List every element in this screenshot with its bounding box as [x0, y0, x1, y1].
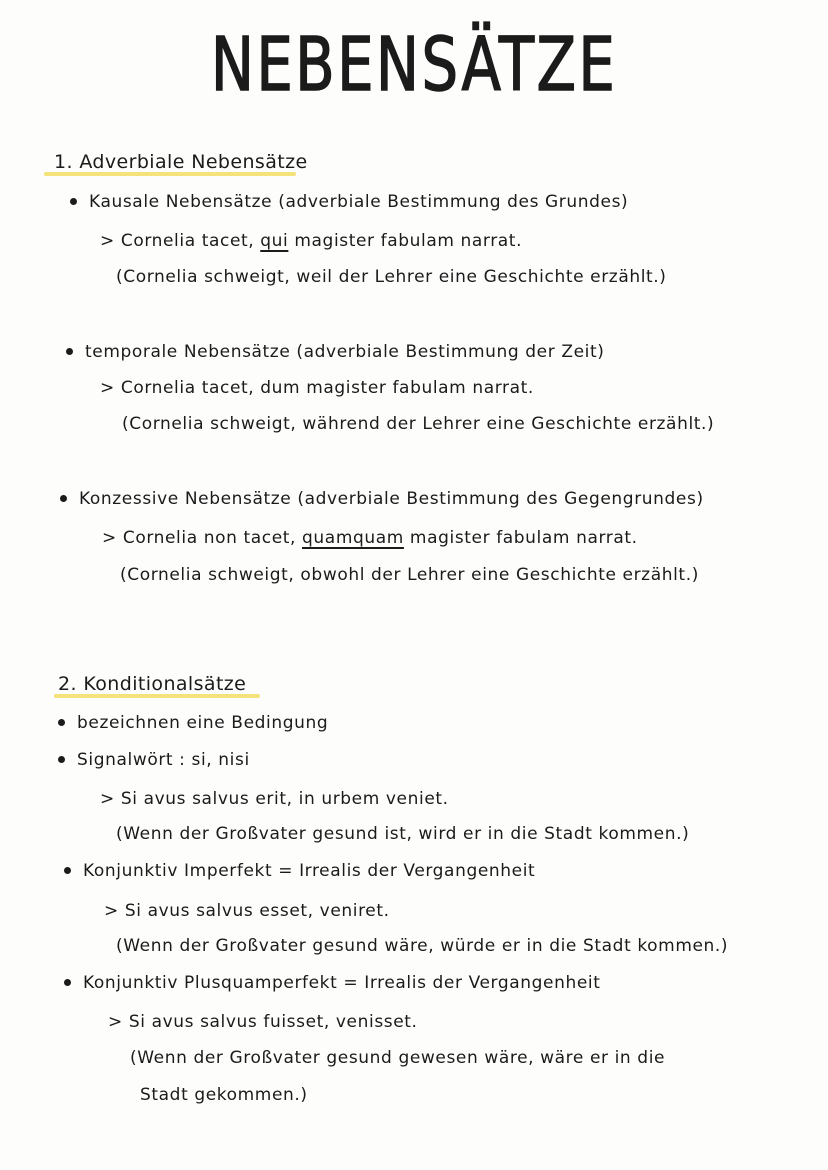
bullet-signalwoerter: Signalwört : si, nisi [58, 749, 250, 771]
example-konzessiv-post: magister fabulam narrat. [403, 528, 638, 548]
conjunction-qui: qui [260, 231, 289, 251]
section-heading-konditional: 2. Konditionalsätze [58, 673, 247, 695]
translation-kausal: (Cornelia schweigt, weil der Lehrer eine Geschichte erzählt.) [116, 267, 667, 287]
translation-temporal: (Cornelia schweigt, während der Lehrer eine Geschichte erzählt.) [122, 414, 715, 434]
example-konzessiv-pre: > Cornelia non tacet, [102, 528, 303, 548]
translation-imperfekt: (Wenn der Großvater gesund wäre, würde er in die Stadt kommen.) [116, 936, 729, 956]
bullet-konjunktiv-plusquamperfekt: Konjunktiv Plusquamperfekt = Irrealis der Vergangenheit [64, 972, 600, 994]
translation-plusquamperfekt-1: (Wenn der Großvater gesund gewesen wäre, wäre er in die [130, 1048, 666, 1068]
translation-konzessiv: (Cornelia schweigt, obwohl der Lehrer eine Geschichte erzählt.) [120, 565, 699, 585]
bullet-kausal: Kausale Nebensätze (adverbiale Bestimmung des Grundes) [70, 191, 628, 213]
conjunction-quamquam: quamquam [302, 528, 404, 548]
example-signal: > Si avus salvus erit, in urbem veniet. [100, 789, 449, 809]
bullet-konjunktiv-imperfekt: Konjunktiv Imperfekt = Irrealis der Vergangenheit [64, 860, 535, 882]
example-plusquamperfekt: > Si avus salvus fuisset, venisset. [108, 1012, 418, 1032]
example-temporal: > Cornelia tacet, dum magister fabulam narrat. [100, 378, 534, 398]
example-konzessiv [102, 527, 638, 549]
bullet-konzessiv: Konzessive Nebensätze (adverbiale Bestimmung des Gegengrundes) [60, 488, 704, 510]
translation-plusquamperfekt-2: Stadt gekommen.) [140, 1085, 308, 1105]
example-imperfekt: > Si avus salvus esset, veniret. [104, 901, 390, 921]
example-kausal [100, 230, 522, 252]
example-kausal-pre: > Cornelia tacet, [100, 231, 261, 251]
translation-signal: (Wenn der Großvater gesund ist, wird er in die Stadt kommen.) [116, 824, 690, 844]
bullet-bedingung: bezeichnen eine Bedingung [58, 712, 328, 734]
section-heading-adverbial: 1. Adverbiale Nebensätze [54, 151, 308, 173]
bullet-temporal: temporale Nebensätze (adverbiale Bestimmung der Zeit) [66, 341, 604, 363]
page-title: NEBENSÄTZE [210, 22, 618, 108]
example-kausal-post: magister fabulam narrat. [288, 231, 523, 251]
